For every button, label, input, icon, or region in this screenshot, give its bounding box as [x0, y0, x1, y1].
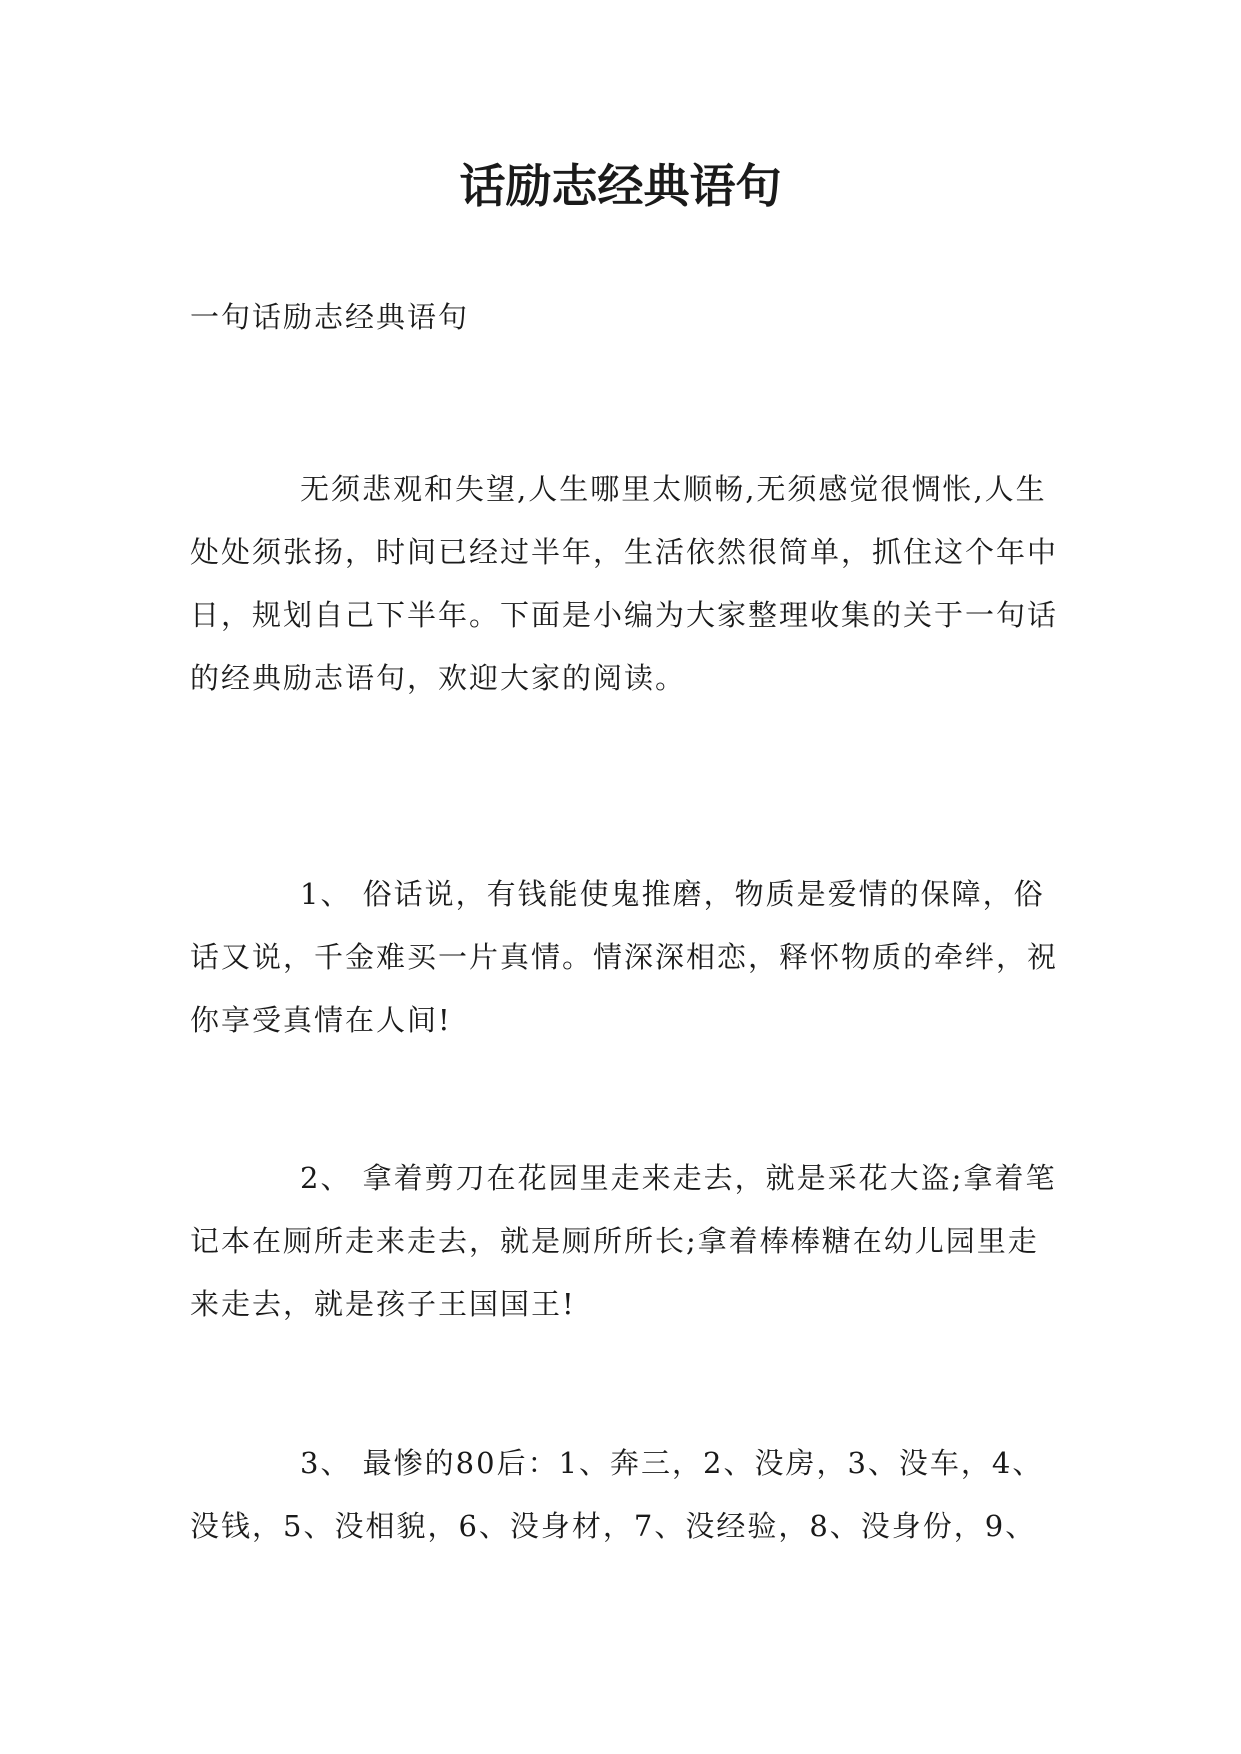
document-subtitle: 一句话励志经典语句	[190, 300, 470, 334]
quote-paragraph-3: 3、 最惨的80后：1、奔三，2、没房，3、没车，4、没钱，5、没相貌，6、没身材，7、没经验，8、没身份，9、	[190, 1446, 1044, 1543]
quote-paragraph-2: 2、 拿着剪刀在花园里走来走去，就是采花大盗;拿着笔记本在厕所走来走去，就是厕所所长;拿着棒棒糖在幼儿园里走来走去，就是孩子王国国王!	[190, 1161, 1057, 1321]
intro-paragraph: 无须悲观和失望,人生哪里太顺畅,无须感觉很惆怅,人生处处须张扬，时间已经过半年，生活依然很简单，抓住这个年中日，规划自己下半年。下面是小编为大家整理收集的关于一句话的经典励志语句，欢迎大家的阅读。	[190, 472, 1059, 695]
quote-paragraph-1: 1、 俗话说，有钱能使鬼推磨，物质是爱情的保障，俗话又说，千金难买一片真情。情深深相恋，释怀物质的牵绊，祝你享受真情在人间!	[190, 877, 1059, 1037]
document-title: 话励志经典语句	[459, 159, 782, 213]
